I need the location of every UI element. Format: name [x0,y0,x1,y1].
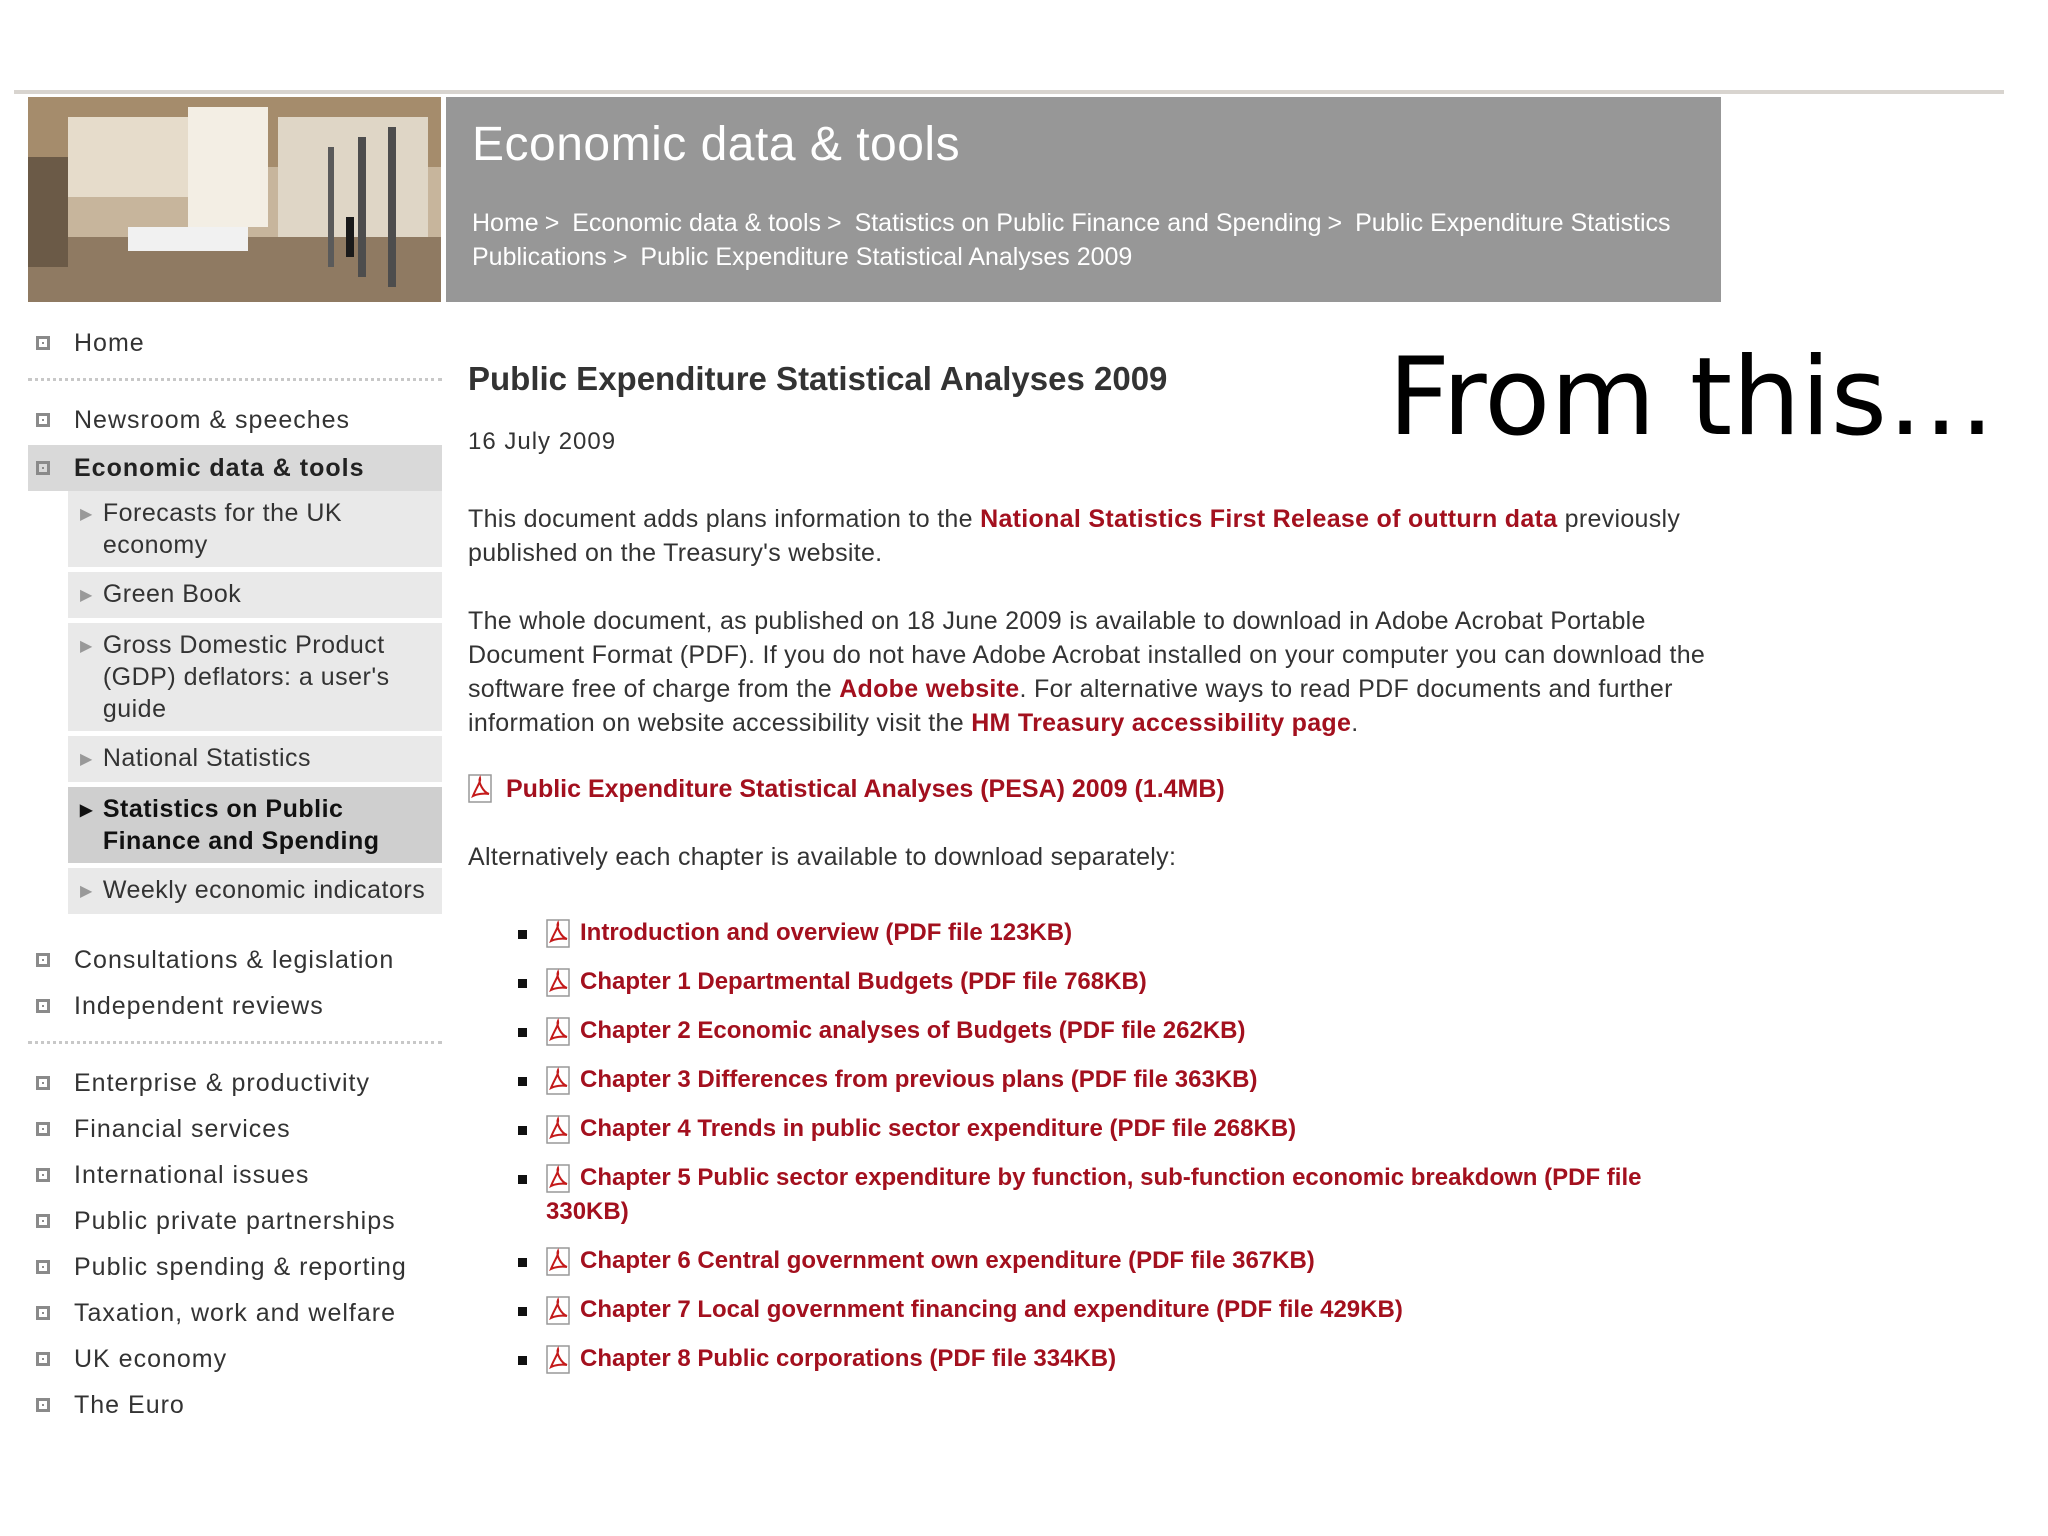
sidebar-item-label: Enterprise & productivity [74,1068,370,1097]
chapter-pdf-link[interactable]: Chapter 7 Local government financing and expenditure (PDF file 429KB) [580,1296,1403,1323]
sidebar-nav [28,320,442,1428]
slide-caption: From this… [1388,335,1995,460]
pdf-icon [546,1115,572,1145]
nav-bullet-icon [36,1076,50,1090]
chevron-right-icon: ▶ [80,751,93,768]
chapter-pdf-link[interactable]: Chapter 8 Public corporations (PDF file 334KB) [580,1345,1117,1372]
subnav-item-gdp-deflators[interactable] [68,623,442,731]
intro-text: This document adds plans information to the [468,505,981,533]
intro-paragraph [468,502,1708,570]
sidebar-item-label: Taxation, work and welfare [74,1298,396,1327]
download-paragraph [468,604,1708,740]
breadcrumb-pes-publications[interactable]: Public Expenditure Statistics Publications [472,209,1671,271]
subnav-item-forecasts[interactable] [68,491,442,567]
breadcrumb: Home > Economic data & tools > Statistics on Public Finance and Spending > Public Expenditure Statistics Publications > Public Expenditure Statistical Analyses 2009 [472,209,1671,271]
sidebar-item-economic-data[interactable] [28,445,442,491]
pdf-icon [546,1017,572,1047]
chevron-right-icon: ▶ [80,638,93,655]
nav-bullet-icon [36,413,50,427]
sidebar-item-label: International issues [74,1160,310,1189]
sidebar-item-label: Independent reviews [74,991,324,1020]
download-text: The whole document, as published on 18 June 2009 is available to download in Adobe Acrobat Portable Document Format (PDF). If you do not have Adobe Acrobat installed on your computer you can download the software free of charge from the [468,607,1706,703]
chevron-right-icon: ▶ [80,506,93,523]
breadcrumb-home[interactable]: Home [472,209,539,237]
sidebar-item-consultations[interactable] [28,937,442,983]
sidebar-item-international[interactable] [28,1152,442,1198]
sidebar-subnav [68,491,442,914]
list-item [518,1293,1708,1327]
subnav-item-label: Gross Domestic Product (GDP) deflators: a user's guide [102,631,390,723]
pdf-icon [546,1247,572,1277]
pdf-icon [546,1296,572,1326]
breadcrumb-economic-data[interactable]: Economic data & tools [572,209,821,237]
sidebar-divider [28,378,442,381]
nav-bullet-icon [36,1260,50,1274]
nav-bullet-icon [36,461,50,475]
chapter-pdf-link[interactable]: Introduction and overview (PDF file 123KB) [580,919,1073,946]
sidebar-item-label: Financial services [74,1114,291,1143]
alternative-text: Alternatively each chapter is available to download separately: [468,843,1177,871]
banner-title: Economic data & tools [472,118,961,171]
sidebar-item-public-spending[interactable] [28,1244,442,1290]
subnav-item-public-finance[interactable] [68,787,442,863]
breadcrumb-statistics-public-finance[interactable]: Statistics on Public Finance and Spending [854,209,1322,237]
pesa-2009-pdf-link[interactable]: Public Expenditure Statistical Analyses (PESA) 2009 (1.4MB) [506,774,1225,803]
nav-bullet-icon [36,953,50,967]
chapter-pdf-link[interactable]: Chapter 3 Differences from previous plans (PDF file 363KB) [580,1066,1258,1093]
subnav-item-label: Statistics on Public Finance and Spending [102,795,380,855]
nav-bullet-icon [36,1352,50,1366]
sidebar-item-label: Newsroom & speeches [74,405,351,434]
chapter-pdf-link[interactable]: Chapter 5 Public sector expenditure by function, sub-function economic breakdown (PDF file 330KB) [546,1164,1642,1225]
chapter-pdf-link[interactable]: Chapter 6 Central government own expenditure (PDF file 367KB) [580,1247,1315,1274]
subnav-item-label: Weekly economic indicators [102,876,426,904]
sidebar-item-label: Public spending & reporting [74,1252,407,1281]
list-item [518,965,1708,999]
sidebar-item-ppp[interactable] [28,1198,442,1244]
nav-bullet-icon [36,1398,50,1412]
chapter-pdf-link[interactable]: Chapter 1 Departmental Budgets (PDF file 768KB) [580,968,1147,995]
intro-text-end: previously published on the Treasury's website. [468,505,1681,567]
top-divider [14,90,2004,94]
chevron-right-icon: ▶ [80,802,93,819]
subnav-item-label: National Statistics [102,744,312,772]
pdf-icon [546,968,572,998]
full-document-download[interactable] [468,774,1708,804]
sidebar-item-independent-reviews[interactable] [28,983,442,1029]
list-item [518,1112,1708,1146]
subnav-item-label: Forecasts for the UK economy [102,499,343,559]
sidebar-item-home[interactable] [28,320,442,366]
subnav-item-national-statistics[interactable] [68,736,442,782]
chevron-right-icon: ▶ [80,883,93,900]
pdf-icon [546,919,572,949]
list-item [518,916,1708,950]
sidebar-item-label: Public private partnerships [74,1206,396,1235]
subnav-item-weekly-indicators[interactable] [68,868,442,914]
pdf-icon [546,1066,572,1096]
nav-bullet-icon [36,1306,50,1320]
sidebar-item-enterprise[interactable] [28,1060,442,1106]
nav-bullet-icon [36,336,50,350]
nav-bullet-icon [36,1214,50,1228]
sidebar-item-newsroom[interactable] [28,397,442,443]
chevron-right-icon: ▶ [80,587,93,604]
sidebar-item-label: Consultations & legislation [74,945,395,974]
nav-bullet-icon [36,999,50,1013]
page-title: Public Expenditure Statistical Analyses 2009 [468,360,1168,397]
download-text-end: . [1351,709,1359,737]
chapter-pdf-link[interactable]: Chapter 4 Trends in public sector expenditure (PDF file 268KB) [580,1115,1297,1142]
main-content [468,360,1708,1391]
subnav-item-label: Green Book [102,580,242,608]
sidebar-item-label: UK economy [74,1344,228,1373]
publish-date: 16 July 2009 [468,428,617,455]
list-item [518,1014,1708,1048]
list-item [518,1063,1708,1097]
sidebar-item-uk-economy[interactable] [28,1336,442,1382]
pdf-icon [468,774,494,804]
sidebar-divider [28,1041,442,1044]
page-banner [446,97,1721,302]
nav-bullet-icon [36,1122,50,1136]
download-text-mid: . For alternative ways to read PDF documents and further information on website accessibility visit the [468,675,1673,737]
sidebar-item-euro[interactable] [28,1382,442,1428]
list-item [518,1161,1708,1229]
subnav-item-green-book[interactable] [68,572,442,618]
header-photo [28,97,441,302]
nav-bullet-icon [36,1168,50,1182]
list-item [518,1342,1708,1376]
sidebar-item-label: Economic data & tools [74,453,365,482]
accessibility-page-link[interactable]: HM Treasury accessibility page [971,709,1352,737]
pdf-icon [546,1345,572,1375]
national-statistics-link[interactable]: National Statistics First Release of outturn data [980,505,1558,533]
sidebar-item-taxation[interactable] [28,1290,442,1336]
chapter-list [468,916,1708,1376]
sidebar-item-label: Home [74,328,145,357]
adobe-website-link[interactable]: Adobe website [839,675,1020,703]
chapter-pdf-link[interactable]: Chapter 2 Economic analyses of Budgets (PDF file 262KB) [580,1017,1246,1044]
breadcrumb-current-page: Public Expenditure Statistical Analyses 2009 [640,243,1133,271]
sidebar-item-financial-services[interactable] [28,1106,442,1152]
pdf-icon [546,1164,572,1194]
sidebar-item-label: The Euro [74,1390,185,1419]
list-item [518,1244,1708,1278]
